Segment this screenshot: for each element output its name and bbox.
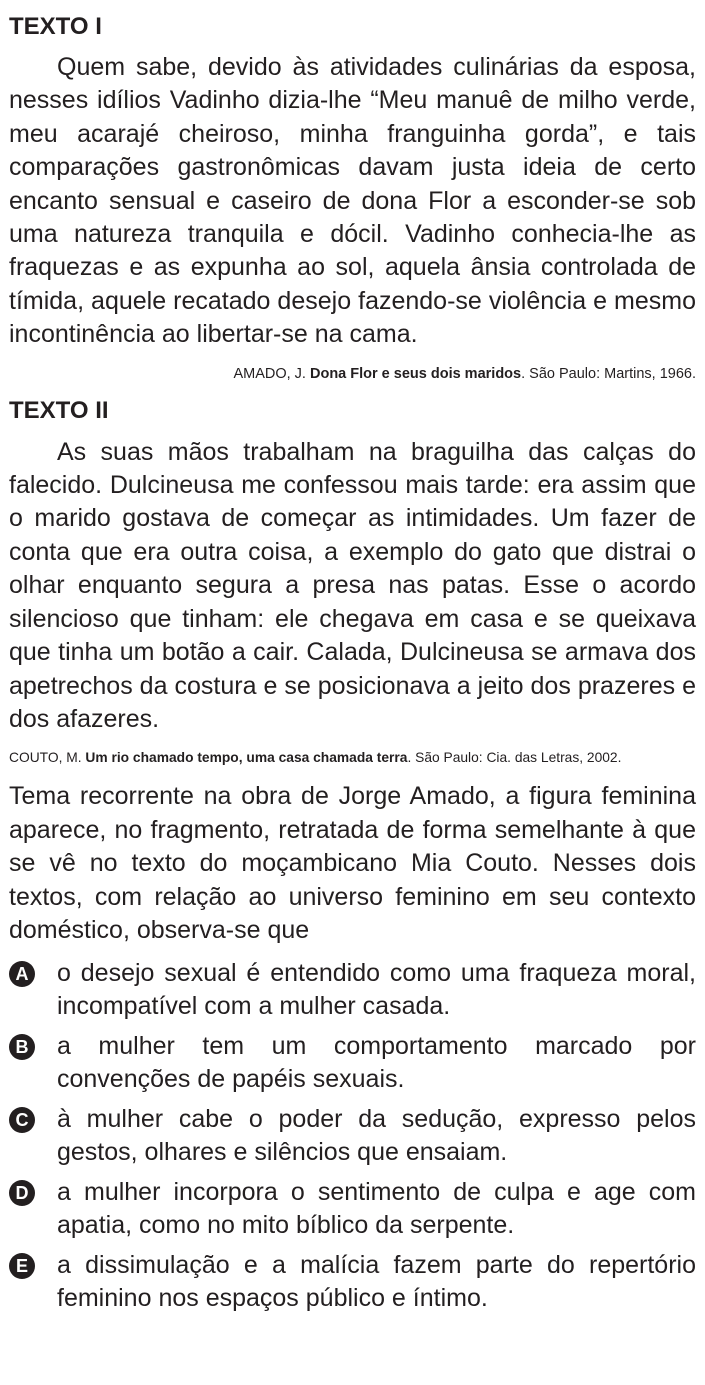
citation-publisher: . São Paulo: Martins, 1966. bbox=[521, 365, 696, 382]
citation-work: Um rio chamado tempo, uma casa chamada terra bbox=[85, 750, 408, 766]
citation-publisher: . São Paulo: Cia. das Letras, 2002. bbox=[407, 750, 622, 766]
option-text: o desejo sexual é entendido como uma fraqueza moral, incompatível com a mulher casada. bbox=[57, 959, 696, 1020]
texto2-body: As suas mãos trabalham na braguilha das calças do falecido. Dulcineusa me confessou mais tarde: era assim que o marido gostava de começar as intimidades. Um fazer de conta que era outra coisa, a exemplo do gato que distrai o olhar enquanto segura a presa nas patas. Esse o acordo silencioso que tinham: ele chegava em casa e se queixava que tinha um botão a cair. Calada, Dulcineusa se armava dos apetrechos da costura e se posicionava a jeito dos prazeres e dos afazeres. bbox=[9, 437, 696, 733]
option-text: à mulher cabe o poder da sedução, expresso pelos gestos, olhares e silêncios que ensaiam. bbox=[57, 1105, 696, 1166]
citation-author: COUTO, M. bbox=[9, 750, 86, 766]
option-c[interactable] bbox=[9, 1103, 696, 1168]
option-text: a mulher incorpora o sentimento de culpa e age com apatia, como no mito bíblico da serpente. bbox=[57, 1178, 696, 1239]
answer-options bbox=[9, 957, 696, 1314]
texto2-citation bbox=[9, 748, 696, 768]
option-letter-badge: C bbox=[9, 1107, 35, 1133]
option-text: a mulher tem um comportamento marcado por convenções de papéis sexuais. bbox=[57, 1032, 696, 1093]
texto1-body: Quem sabe, devido às atividades culinárias da esposa, nesses idílios Vadinho dizia-lhe “Meu manuê de milho verde, meu acarajé cheiroso, minha franguinha gorda”, e tais comparações gastronômicas davam justa ideia de certo encanto sensual e caseiro de dona Flor a esconder-se sob uma natureza tranquila e dócil. Vadinho conhecia-lhe as fraquezas e as expunha ao sol, aquela ânsia controlada de tímida, aquele recatado desejo fazendo-se violência e mesmo incontinência ao libertar-se na cama. bbox=[9, 53, 696, 349]
option-letter-badge: E bbox=[9, 1253, 35, 1279]
question-stem: Tema recorrente na obra de Jorge Amado, a figura feminina aparece, no fragmento, retratada de forma semelhante à que se vê no texto do moçambicano Mia Couto. Nesses dois textos, com relação ao universo feminino em seu contexto doméstico, observa-se que bbox=[9, 782, 696, 944]
texto2-title: TEXTO II bbox=[9, 396, 109, 424]
option-letter-badge: A bbox=[9, 961, 35, 987]
option-letter-badge: B bbox=[9, 1034, 35, 1060]
citation-author: AMADO, J. bbox=[233, 365, 310, 382]
option-d[interactable] bbox=[9, 1176, 696, 1241]
citation-work: Dona Flor e seus dois maridos bbox=[309, 365, 522, 382]
option-b[interactable] bbox=[9, 1030, 696, 1095]
texto1-title: TEXTO I bbox=[9, 13, 102, 40]
option-a[interactable] bbox=[9, 957, 696, 1022]
texto1-citation bbox=[9, 364, 696, 384]
option-e[interactable] bbox=[9, 1249, 696, 1314]
option-text: a dissimulação e a malícia fazem parte do repertório feminino nos espaços público e íntimo. bbox=[57, 1251, 696, 1312]
option-letter-badge: D bbox=[9, 1180, 35, 1206]
